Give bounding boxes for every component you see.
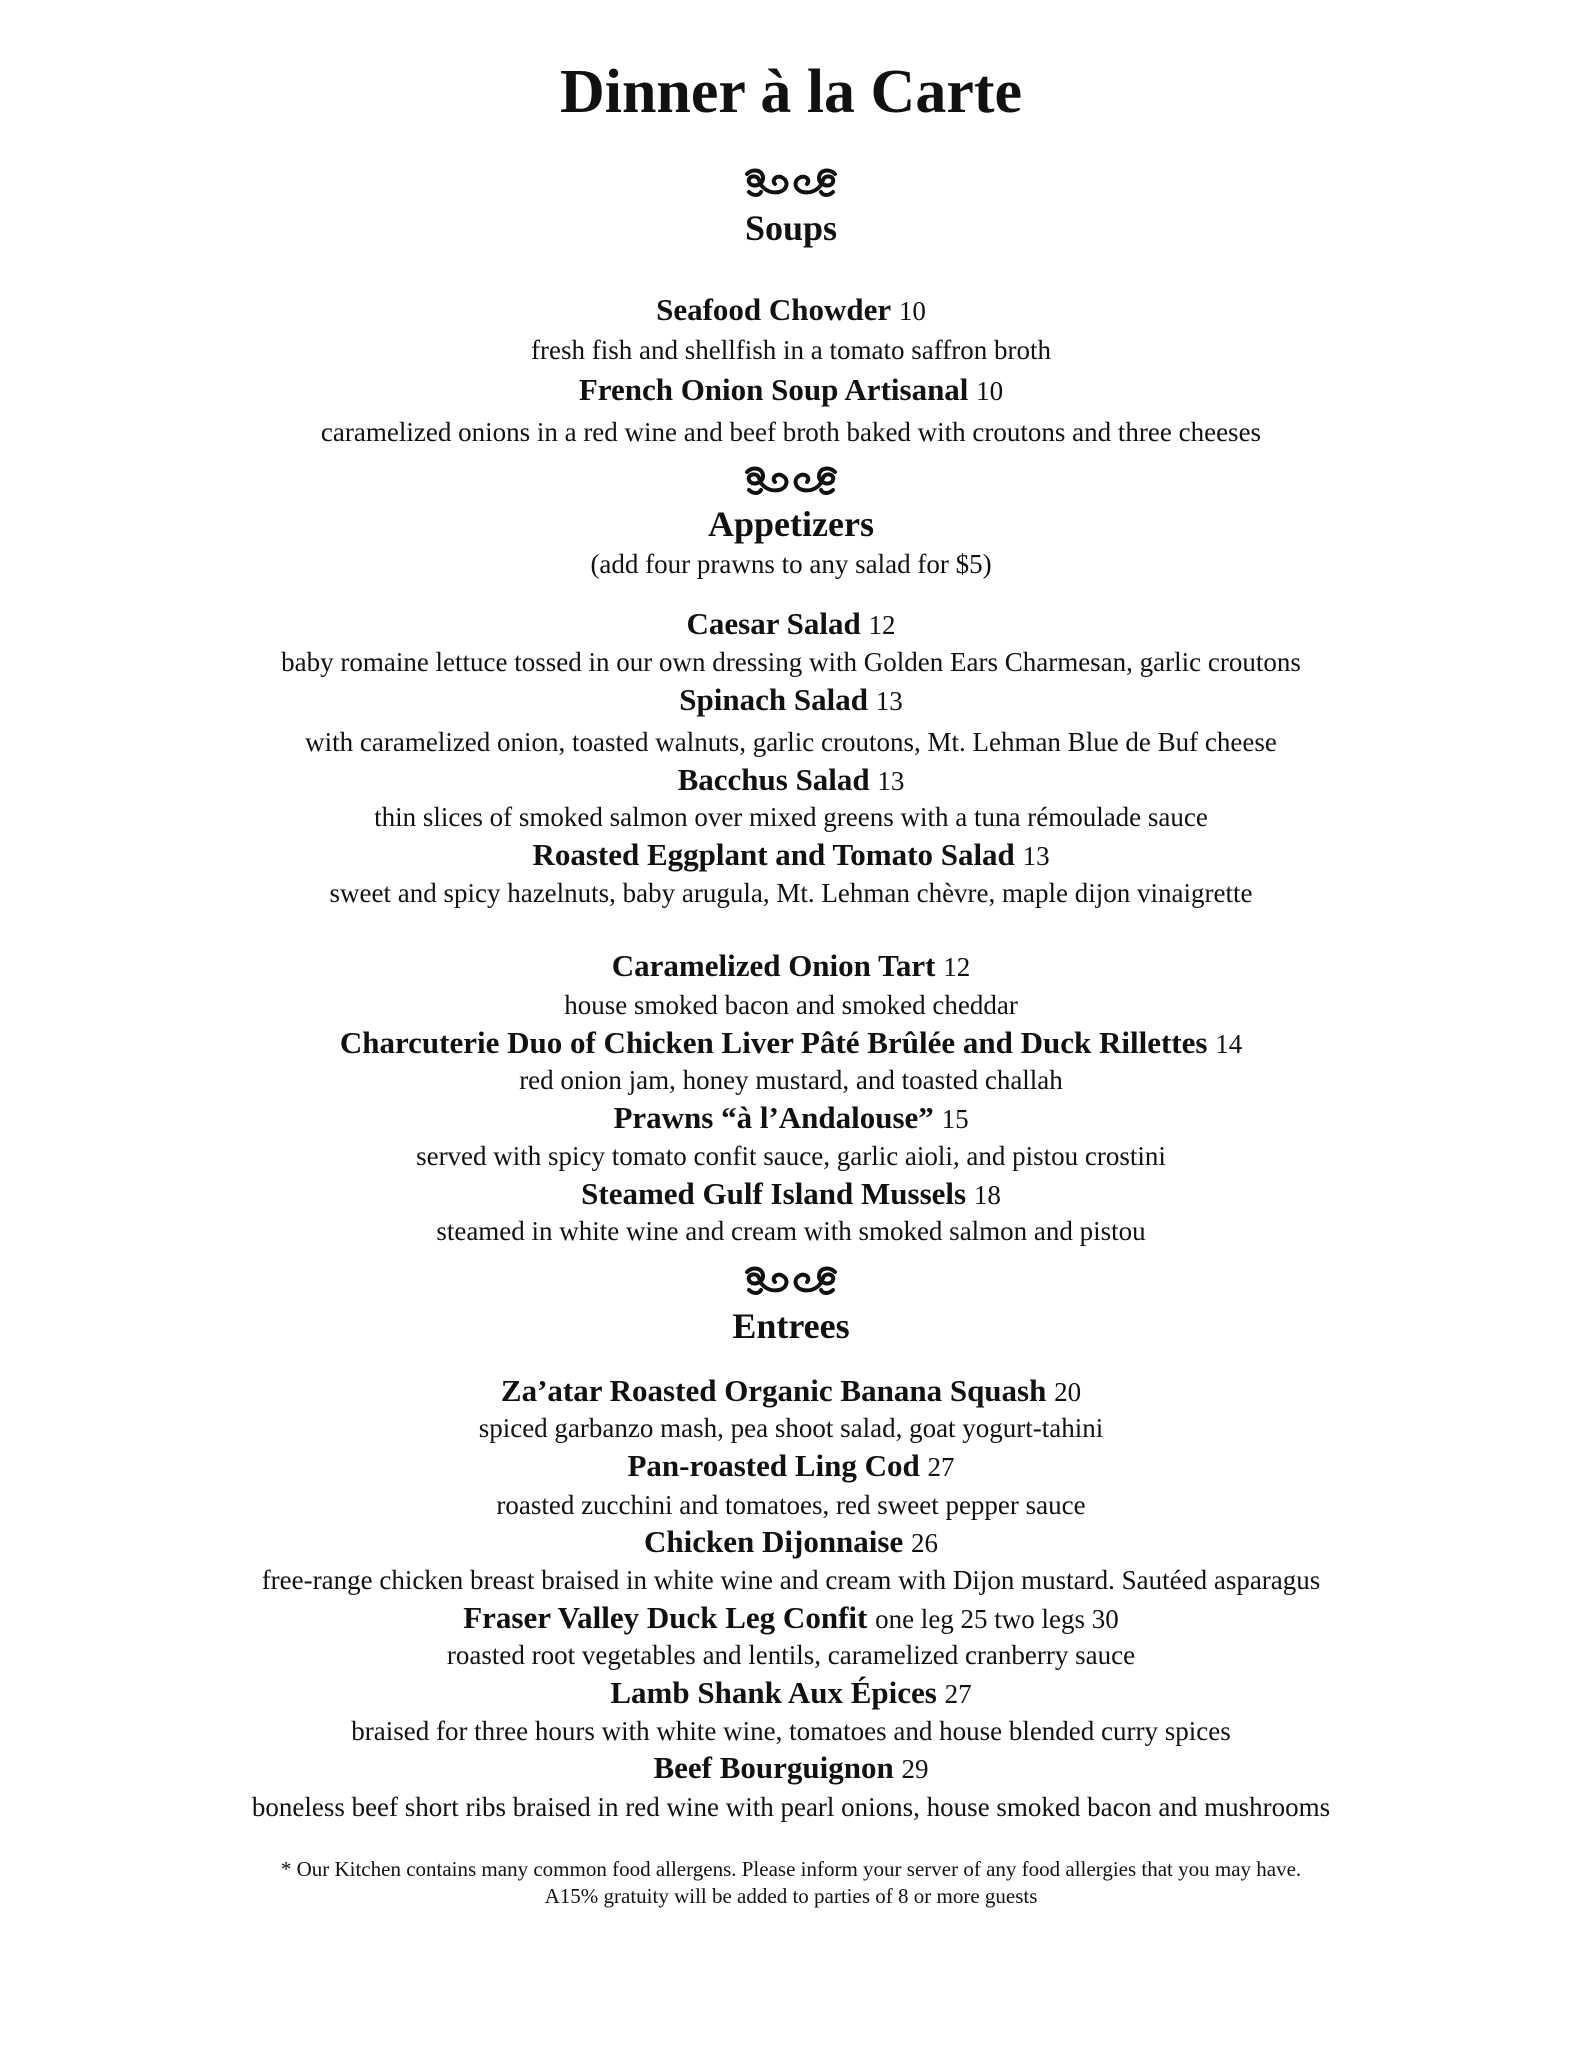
dish-name: Spinach Salad <box>679 682 868 717</box>
dish-price: 14 <box>1215 1029 1243 1059</box>
dish-name: Lamb Shank Aux Épices <box>610 1675 937 1710</box>
dish-name: Charcuterie Duo of Chicken Liver Pâté Brûlée and Duck Rillettes <box>339 1025 1208 1060</box>
dish-price: 13 <box>877 766 905 796</box>
flourish-ornament-icon <box>0 462 1582 502</box>
menu-item-name <box>0 680 1582 721</box>
dish-description: spiced garbanzo mash, pea shoot salad, goat yogurt-tahini <box>478 1413 1104 1443</box>
dish-price: 27 <box>944 1679 972 1709</box>
gratuity-note: A15% gratuity will be added to parties of 8 or more guests <box>544 1884 1038 1908</box>
menu-item-name <box>0 370 1582 411</box>
dish-name: Za’atar Roasted Organic Banana Squash <box>500 1373 1047 1408</box>
dish-price: 29 <box>901 1754 929 1784</box>
dish-price: 10 <box>898 296 926 326</box>
dish-name: Fraser Valley Duck Leg Confit <box>463 1600 868 1635</box>
dish-name: Roasted Eggplant and Tomato Salad <box>532 837 1015 872</box>
allergen-note: * Our Kitchen contains many common food allergens. Please inform your server of any food allergies that you may have. <box>280 1857 1302 1881</box>
dish-price: 13 <box>1022 841 1050 871</box>
dish-description: braised for three hours with white wine, tomatoes and house blended curry spices <box>351 1716 1231 1746</box>
dish-price: 26 <box>910 1528 938 1558</box>
dish-description: boneless beef short ribs braised in red wine with pearl onions, house smoked bacon and mushrooms <box>251 1792 1331 1822</box>
dish-price: 12 <box>868 610 896 640</box>
dish-description: roasted zucchini and tomatoes, red sweet pepper sauce <box>496 1490 1086 1520</box>
menu-item-name <box>0 290 1582 331</box>
dish-description: red onion jam, honey mustard, and toasted challah <box>519 1065 1063 1095</box>
dish-description: caramelized onions in a red wine and beef broth baked with croutons and three cheeses <box>320 417 1262 447</box>
section-heading-entrees: Entrees <box>732 1306 850 1346</box>
dish-price: 18 <box>973 1180 1001 1210</box>
dish-name: Caesar Salad <box>686 606 861 641</box>
section-heading-appetizers: Appetizers <box>708 504 874 544</box>
menu-item-name <box>0 1598 1582 1639</box>
menu-item-name <box>0 1522 1582 1563</box>
section-note: (add four prawns to any salad for $5) <box>590 549 992 579</box>
page-title: Dinner à la Carte <box>559 58 1023 126</box>
dish-description: steamed in white wine and cream with smoked salmon and pistou <box>436 1216 1146 1246</box>
dish-price: one leg 25 two legs 30 <box>875 1604 1119 1634</box>
dish-description: served with spicy tomato confit sauce, garlic aioli, and pistou crostini <box>416 1141 1166 1171</box>
dish-description: sweet and spicy hazelnuts, baby arugula, Mt. Lehman chèvre, maple dijon vinaigrette <box>329 878 1253 908</box>
dish-price: 20 <box>1054 1377 1082 1407</box>
dish-price: 15 <box>941 1104 969 1134</box>
dish-name: Caramelized Onion Tart <box>611 948 936 983</box>
dish-description: thin slices of smoked salmon over mixed greens with a tuna rémoulade sauce <box>374 802 1208 832</box>
dish-name: Chicken Dijonnaise <box>644 1524 904 1559</box>
flourish-ornament-icon <box>0 164 1582 204</box>
dish-name: French Onion Soup Artisanal <box>578 372 969 407</box>
dish-description: free-range chicken breast braised in white wine and cream with Dijon mustard. Sautéed asparagus <box>261 1565 1321 1595</box>
dish-name: Prawns “à l’Andalouse” <box>613 1100 934 1135</box>
dish-description: baby romaine lettuce tossed in our own dressing with Golden Ears Charmesan, garlic croutons <box>281 647 1301 677</box>
dish-description: with caramelized onion, toasted walnuts, garlic croutons, Mt. Lehman Blue de Buf cheese <box>305 727 1277 757</box>
dish-price: 10 <box>976 376 1004 406</box>
dish-description: fresh fish and shellfish in a tomato saffron broth <box>531 335 1051 365</box>
dish-price: 12 <box>943 952 971 982</box>
menu-item-name <box>0 1023 1582 1064</box>
flourish-ornament-icon <box>0 1262 1582 1302</box>
dish-name: Beef Bourguignon <box>653 1750 894 1785</box>
menu-item-name <box>0 1174 1582 1215</box>
dish-name: Bacchus Salad <box>677 762 870 797</box>
dish-price: 13 <box>875 686 903 716</box>
menu-item-name <box>0 1371 1582 1412</box>
dish-description: house smoked bacon and smoked cheddar <box>564 990 1018 1020</box>
dish-name: Seafood Chowder <box>656 292 892 327</box>
menu-item-name <box>0 1748 1582 1789</box>
dish-name: Steamed Gulf Island Mussels <box>581 1176 967 1211</box>
dish-price: 27 <box>927 1452 955 1482</box>
menu-item-name <box>0 1446 1582 1487</box>
menu-item-name <box>0 760 1582 801</box>
menu-item-name <box>0 835 1582 876</box>
menu-item-name <box>0 1673 1582 1714</box>
dish-description: roasted root vegetables and lentils, caramelized cranberry sauce <box>446 1640 1136 1670</box>
menu-item-name <box>0 604 1582 645</box>
menu-item-name <box>0 946 1582 987</box>
section-heading-soups: Soups <box>744 208 838 248</box>
menu-item-name <box>0 1098 1582 1139</box>
dish-name: Pan-roasted Ling Cod <box>627 1448 920 1483</box>
